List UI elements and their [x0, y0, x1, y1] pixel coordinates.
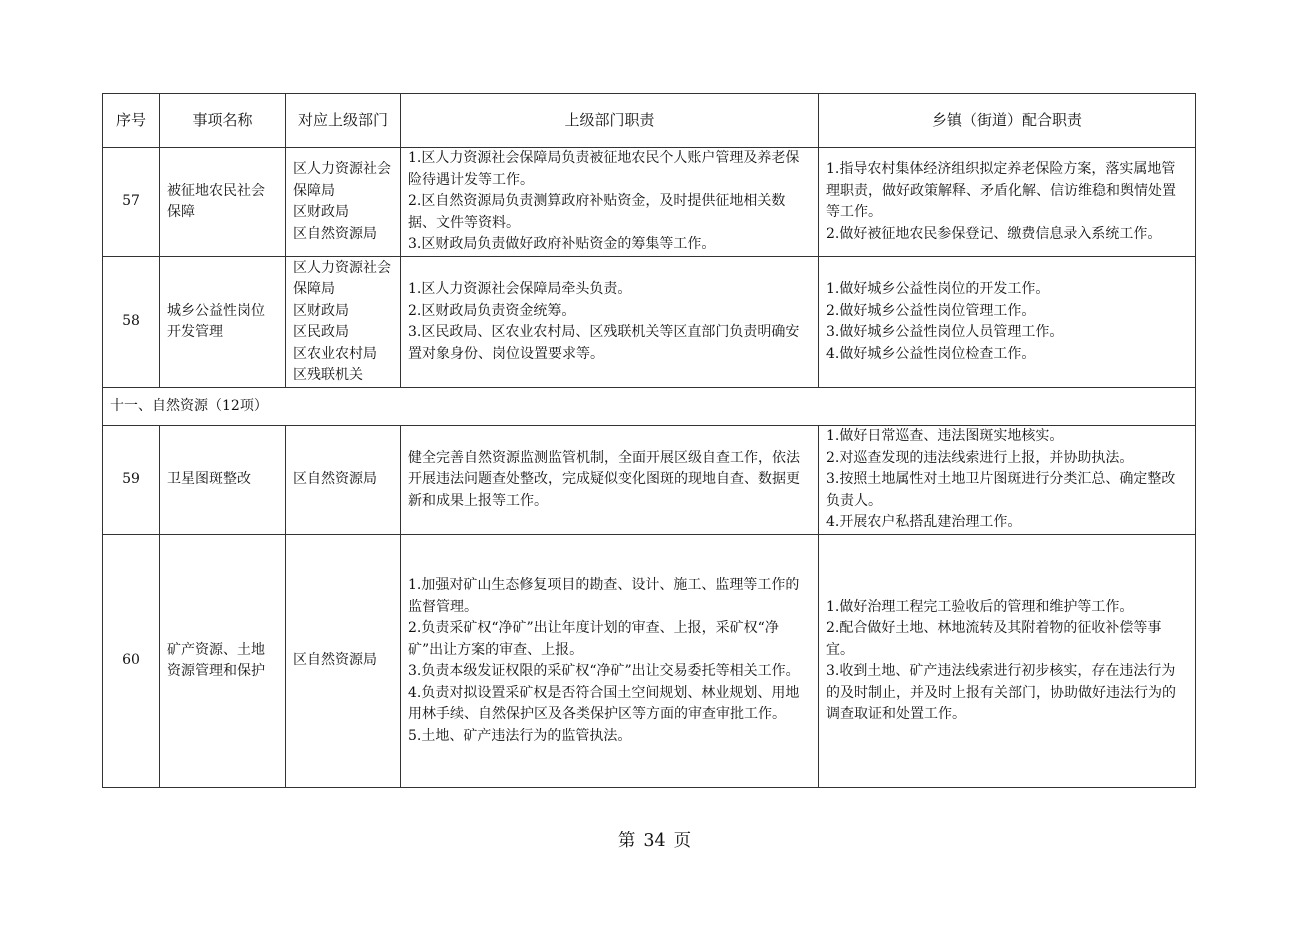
department: 区自然资源局 [293, 652, 377, 669]
upper-duties-cell [401, 148, 819, 257]
section-row [103, 388, 1196, 426]
duty-item: 3.做好城乡公益性岗位人员管理工作。 [826, 324, 1064, 340]
department: 区农业农村局 [293, 345, 377, 362]
table-row [103, 535, 1196, 788]
header-upper-department: 对应上级部门 [286, 94, 401, 148]
duty-item: 3.区财政局负责做好政府补贴资金的筹集等工作。 [408, 236, 716, 253]
duty-item: 1.指导农村集体经济组织拟定养老保险方案，落实属地管理职责，做好政策解释、矛盾化解、信访维稳和舆情处置等工作。 [826, 161, 1176, 220]
duty-item: 2.区自然资源局负责测算政府补贴资金，及时提供征地相关数据、文件等资料。 [408, 193, 786, 231]
duty-item: 3.负责本级发证权限的采矿权“净矿”出让交易委托等相关工作。 [408, 663, 800, 679]
department: 区残联机关 [293, 367, 363, 383]
duty-item: 1.加强对矿山生态修复项目的勘查、设计、施工、监理等工作的监督管理。 [408, 577, 800, 615]
header-item-name: 事项名称 [160, 94, 286, 148]
duty-item: 1.区人力资源社会保障局牵头负责。 [408, 281, 632, 297]
department: 区自然资源局 [293, 471, 377, 488]
upper-duties-cell [401, 257, 819, 388]
upper-duties-cell [401, 426, 819, 535]
row-number: 59 [103, 426, 160, 535]
duty-item: 5.土地、矿产违法行为的监管执法。 [408, 727, 632, 744]
duty-item: 4.负责对拟设置采矿权是否符合国土空间规划、林业规划、用地用林手续、自然保护区及各类保护区等方面的审查审批工作。 [408, 684, 800, 722]
duty-item: 1.做好城乡公益性岗位的开发工作。 [826, 281, 1050, 297]
department: 区民政局 [293, 324, 349, 340]
department: 区财政局 [293, 204, 349, 220]
table-row [103, 257, 1196, 388]
section-title: 十一、自然资源（12项） [103, 388, 1196, 426]
row-number: 60 [103, 535, 160, 788]
department: 区人力资源社会保障局 [293, 259, 391, 297]
duty-item: 3.按照土地属性对土地卫片图斑进行分类汇总、确定整改负责人。 [826, 471, 1176, 509]
header-number: 序号 [103, 94, 160, 148]
duty-item: 2.对巡查发现的违法线索进行上报，并协助执法。 [826, 449, 1134, 466]
duty-item: 3.区民政局、区农业农村局、区残联机关等区直部门负责明确安置对象身份、岗位设置要求等。 [408, 324, 800, 362]
town-duties-cell [819, 148, 1196, 257]
town-duties-cell [819, 535, 1196, 788]
department-cell [286, 148, 401, 257]
department-cell [286, 257, 401, 388]
department: 区人力资源社会保障局 [293, 161, 391, 199]
department: 区自然资源局 [293, 225, 377, 242]
item-name: 矿产资源、土地资源管理和保护 [160, 535, 286, 788]
duty-item: 1.区人力资源社会保障局负责被征地农民个人账户管理及养老保险待遇计发等工作。 [408, 150, 800, 188]
table-header-row [103, 94, 1196, 148]
item-name: 城乡公益性岗位开发管理 [160, 257, 286, 388]
header-town-duties: 乡镇（街道）配合职责 [819, 94, 1196, 148]
duty-item: 4.开展农户私搭乱建治理工作。 [826, 514, 1022, 531]
duty-table [102, 93, 1196, 788]
table-row [103, 148, 1196, 257]
department-cell [286, 535, 401, 788]
duty-item: 健全完善自然资源监测监管机制，全面开展区级自查工作，依法开展违法问题查处整改，完成疑似变化图斑的现地自查、数据更新和成果上报等工作。 [408, 449, 800, 509]
duty-item: 1.做好治理工程完工验收后的管理和维护等工作。 [826, 598, 1134, 615]
upper-duties-cell [401, 535, 819, 788]
town-duties-cell [819, 426, 1196, 535]
department: 区财政局 [293, 302, 349, 319]
duty-item: 4.做好城乡公益性岗位检查工作。 [826, 345, 1036, 362]
town-duties-cell [819, 257, 1196, 388]
page-number: 34 [643, 831, 666, 851]
header-upper-duties: 上级部门职责 [401, 94, 819, 148]
duty-item: 3.收到土地、矿产违法线索进行初步核实，存在违法行为的及时制止，并及时上报有关部门，协助做好违法行为的调查取证和处置工作。 [826, 663, 1176, 722]
item-name: 被征地农民社会保障 [160, 148, 286, 257]
duty-item: 2.配合做好土地、林地流转及其附着物的征收补偿等事宜。 [826, 620, 1162, 658]
department-cell [286, 426, 401, 535]
duty-item: 2.区财政局负责资金统筹。 [408, 302, 576, 319]
page-footer [0, 827, 1309, 852]
row-number: 58 [103, 257, 160, 388]
table-row [103, 426, 1196, 535]
page-prefix: 第 [617, 831, 636, 851]
duty-item: 1.做好日常巡查、违法图斑实地核实。 [826, 428, 1064, 445]
duty-item: 2.做好城乡公益性岗位管理工作。 [826, 302, 1036, 319]
item-name: 卫星图斑整改 [160, 426, 286, 535]
duty-item: 2.负责采矿权“净矿”出让年度计划的审查、上报，采矿权“净矿”出让方案的审查、上报。 [408, 620, 779, 658]
page-suffix: 页 [673, 831, 692, 851]
row-number: 57 [103, 148, 160, 257]
duty-item: 2.做好被征地农民参保登记、缴费信息录入系统工作。 [826, 225, 1162, 242]
